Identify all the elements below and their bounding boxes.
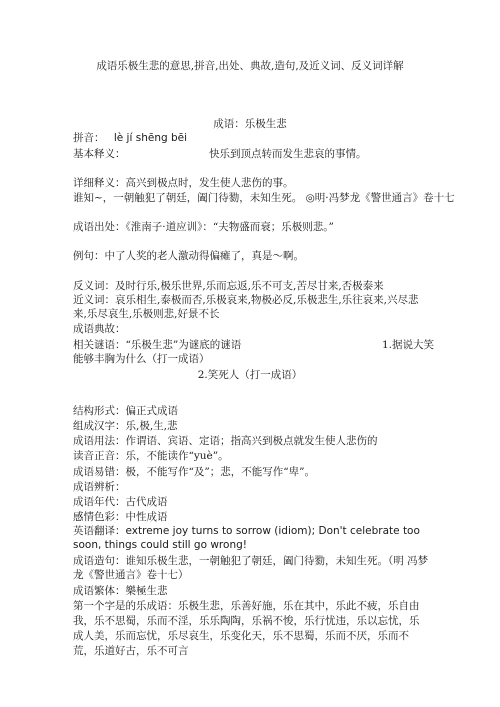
first-char-line: 第一个字是的乐成语：乐极生悲，乐善好施，乐在其中，乐此不疲，乐自由我，乐不思蜀，乐而不淫，乐乐陶陶，乐祸不悛，乐行忧违，乐以忘忧，乐成人美，乐而忘忧，乐尽哀生，乐变化天，乐不思蜀，乐而不厌，乐而不荒，乐道好古，乐不可言	[73, 600, 420, 657]
emotion-line: 感情色彩：中性成语	[73, 511, 168, 523]
english-label: 英语翻译：	[73, 525, 126, 537]
source-line: 成语出处：《淮南子·道应训》：“夫物盛而衰；乐极则悲。”	[73, 221, 334, 233]
usage-line: 成语用法：作谓语、宾语、定语；指高兴到极点就发生使人悲伤的	[73, 435, 378, 447]
pinyin-label: 拼音：	[73, 132, 105, 144]
detail-meaning: 详细释义：高兴到极点时，发生使人悲伤的事。	[73, 177, 294, 189]
document-title: 成语乐极生悲的意思,拼音,出处、典故,造句,及近义词、反义词详解	[96, 60, 404, 72]
analysis-line: 成语辨析：	[73, 481, 126, 493]
story-label: 成语典故：	[73, 323, 126, 335]
pinyin-row	[73, 131, 187, 145]
antonyms-line: 反义词：及时行乐,极乐世界,乐而忘返,乐不可支,苦尽甘来,否极泰来	[73, 280, 384, 292]
chengyu-heading: 成语：乐极生悲	[213, 118, 287, 130]
synonyms-line: 近义词：哀乐相生,泰极而否,乐极哀来,物极必反,乐极悲生,乐往哀来,兴尽悲来,乐尽哀生,乐极则悲,好景不长	[73, 294, 419, 320]
chars-line: 组成汉字：乐,极,生,悲	[73, 420, 178, 432]
pinyin-value: lè jí shēng bēi	[113, 132, 188, 144]
basic-meaning-value: 快乐到顶点转而发生悲哀的事情。	[209, 148, 367, 160]
example-line: 例句：中了人奖的老人激动得偏瘫了，真是～啊。	[73, 250, 304, 262]
riddle-line: 相关谜语：“乐极生悲”为谜底的谜语	[73, 339, 242, 351]
sentence-line: 成语造句：谁知乐极生悲，一朝触犯了朝廷，阖门待勠，未知生死。（明 冯梦龙《警世通言》卷十七）	[73, 555, 429, 581]
english-translation	[73, 524, 429, 552]
riddle-item-1-cont: 能够丰胸为什么（打一成语）	[73, 353, 210, 365]
riddle-item-2: 2.笑死人（打一成语）	[197, 369, 303, 381]
riddle-item-1: 1.据说大笑	[382, 339, 435, 351]
basic-meaning-label: 基本释义：	[73, 148, 126, 160]
pronunciation-line: 读音正音：乐，不能读作“yuè”。	[73, 450, 229, 462]
era-line: 成语年代：古代成语	[73, 496, 168, 508]
miswrite-line: 成语易错：极，不能写作“及”；悲，不能写作“卑”。	[73, 466, 315, 478]
traditional-line: 成语繁体：樂極生悲	[73, 585, 168, 597]
english-text: extreme joy turns to sorrow (idiom); Don't celebrate too soon, things could still go wrong!	[73, 525, 420, 551]
detail-example: 谁知~，一朝触犯了朝廷，阖门待勠，未知生死。 ◎明·冯梦龙《警世通言》卷十七	[73, 192, 455, 204]
structure-line: 结构形式：偏正式成语	[73, 405, 178, 417]
